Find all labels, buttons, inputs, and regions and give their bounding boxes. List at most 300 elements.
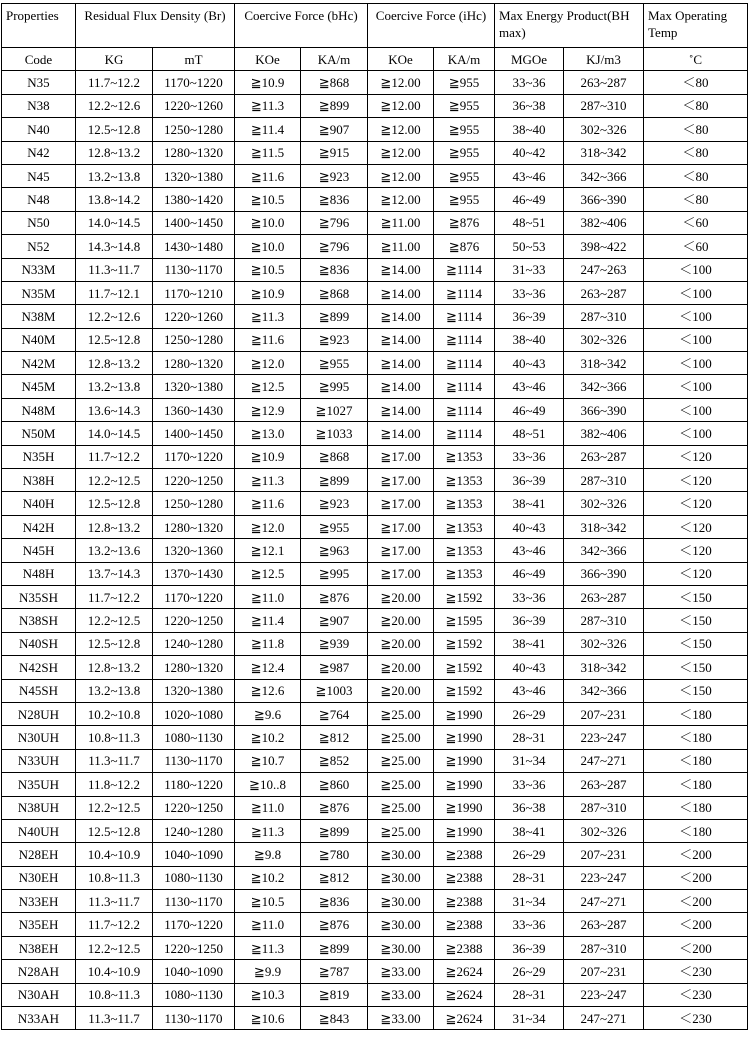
bhc-koe-cell: ≧11.3 [235, 469, 301, 492]
bhmax-kjm3-cell: 287~310 [564, 609, 644, 632]
ihc-kam-cell: ≧1114 [434, 305, 495, 328]
bhmax-mgoe-cell: 46~49 [495, 398, 564, 421]
table-row [2, 960, 748, 983]
bhmax-kjm3-cell: 287~310 [564, 305, 644, 328]
table-row [2, 305, 748, 328]
br-mt-cell: 1220~1250 [153, 936, 235, 959]
ihc-koe-cell: ≧11.00 [368, 235, 434, 258]
max-temp-cell: ＜120 [644, 539, 748, 562]
max-temp-cell: ＜80 [644, 164, 748, 187]
max-temp-cell: ＜200 [644, 866, 748, 889]
bhmax-mgoe-cell: 36~38 [495, 94, 564, 117]
bhc-koe-cell: ≧11.4 [235, 118, 301, 141]
br-mt-cell: 1240~1280 [153, 632, 235, 655]
ihc-kam-cell: ≧2388 [434, 890, 495, 913]
grade-code-cell: N33AH [2, 1007, 76, 1030]
bhc-koe-cell: ≧10.9 [235, 71, 301, 94]
br-kg-cell: 13.8~14.2 [76, 188, 153, 211]
ihc-koe-cell: ≧12.00 [368, 118, 434, 141]
bhc-kam-cell: ≧955 [301, 352, 368, 375]
units-row [2, 48, 748, 71]
table-row [2, 983, 748, 1006]
grade-code-cell: N35H [2, 445, 76, 468]
max-temp-cell: ＜60 [644, 211, 748, 234]
header-max-operating-temp: Max Operating Temp [644, 4, 748, 48]
max-temp-cell: ＜200 [644, 936, 748, 959]
ihc-kam-cell: ≧955 [434, 118, 495, 141]
max-temp-cell: ＜120 [644, 469, 748, 492]
br-mt-cell: 1180~1220 [153, 773, 235, 796]
bhmax-mgoe-cell: 31~33 [495, 258, 564, 281]
ihc-koe-cell: ≧20.00 [368, 632, 434, 655]
br-mt-cell: 1170~1220 [153, 445, 235, 468]
br-kg-cell: 10.8~11.3 [76, 866, 153, 889]
unit-cell: ˚C [644, 48, 748, 71]
table-row [2, 843, 748, 866]
bhmax-mgoe-cell: 36~39 [495, 469, 564, 492]
max-temp-cell: ＜150 [644, 585, 748, 608]
ihc-koe-cell: ≧14.00 [368, 422, 434, 445]
bhc-koe-cell: ≧10.6 [235, 1007, 301, 1030]
max-temp-cell: ＜100 [644, 422, 748, 445]
grade-code-cell: N33UH [2, 749, 76, 772]
grade-code-cell: N45H [2, 539, 76, 562]
max-temp-cell: ＜180 [644, 749, 748, 772]
br-mt-cell: 1280~1320 [153, 352, 235, 375]
unit-cell: KOe [368, 48, 434, 71]
br-kg-cell: 11.7~12.2 [76, 585, 153, 608]
bhc-koe-cell: ≧10.2 [235, 726, 301, 749]
table-row [2, 749, 748, 772]
bhmax-kjm3-cell: 302~326 [564, 492, 644, 515]
max-temp-cell: ＜180 [644, 819, 748, 842]
ihc-koe-cell: ≧30.00 [368, 913, 434, 936]
max-temp-cell: ＜230 [644, 960, 748, 983]
max-temp-cell: ＜180 [644, 726, 748, 749]
bhc-koe-cell: ≧10.7 [235, 749, 301, 772]
table-row [2, 1007, 748, 1030]
ihc-koe-cell: ≧14.00 [368, 258, 434, 281]
bhc-kam-cell: ≧876 [301, 913, 368, 936]
bhc-kam-cell: ≧876 [301, 585, 368, 608]
bhc-kam-cell: ≧868 [301, 71, 368, 94]
bhc-koe-cell: ≧10.5 [235, 890, 301, 913]
bhmax-kjm3-cell: 318~342 [564, 141, 644, 164]
br-mt-cell: 1320~1380 [153, 375, 235, 398]
bhmax-kjm3-cell: 263~287 [564, 445, 644, 468]
grade-code-cell: N28AH [2, 960, 76, 983]
bhmax-mgoe-cell: 33~36 [495, 913, 564, 936]
ihc-kam-cell: ≧955 [434, 71, 495, 94]
bhmax-kjm3-cell: 366~390 [564, 562, 644, 585]
ihc-kam-cell: ≧1990 [434, 726, 495, 749]
ihc-koe-cell: ≧14.00 [368, 328, 434, 351]
bhc-kam-cell: ≧1003 [301, 679, 368, 702]
ihc-kam-cell: ≧1592 [434, 679, 495, 702]
bhmax-mgoe-cell: 50~53 [495, 235, 564, 258]
bhc-koe-cell: ≧12.0 [235, 515, 301, 538]
grade-code-cell: N30EH [2, 866, 76, 889]
ihc-kam-cell: ≧1114 [434, 258, 495, 281]
br-kg-cell: 12.5~12.8 [76, 492, 153, 515]
ihc-koe-cell: ≧14.00 [368, 352, 434, 375]
grade-code-cell: N38M [2, 305, 76, 328]
br-mt-cell: 1250~1280 [153, 492, 235, 515]
bhmax-kjm3-cell: 247~263 [564, 258, 644, 281]
grade-code-cell: N45M [2, 375, 76, 398]
br-mt-cell: 1080~1130 [153, 726, 235, 749]
bhmax-kjm3-cell: 207~231 [564, 843, 644, 866]
bhmax-kjm3-cell: 287~310 [564, 796, 644, 819]
table-row [2, 258, 748, 281]
unit-cell: mT [153, 48, 235, 71]
ihc-kam-cell: ≧1353 [434, 562, 495, 585]
bhmax-mgoe-cell: 31~34 [495, 1007, 564, 1030]
br-kg-cell: 10.4~10.9 [76, 843, 153, 866]
bhc-kam-cell: ≧899 [301, 94, 368, 117]
grade-code-cell: N35EH [2, 913, 76, 936]
ihc-kam-cell: ≧955 [434, 141, 495, 164]
br-mt-cell: 1280~1320 [153, 515, 235, 538]
bhmax-mgoe-cell: 48~51 [495, 211, 564, 234]
unit-cell: KJ/m3 [564, 48, 644, 71]
bhmax-kjm3-cell: 263~287 [564, 281, 644, 304]
table-row [2, 469, 748, 492]
br-kg-cell: 12.5~12.8 [76, 118, 153, 141]
bhc-kam-cell: ≧899 [301, 305, 368, 328]
br-kg-cell: 12.2~12.5 [76, 609, 153, 632]
max-temp-cell: ＜180 [644, 773, 748, 796]
bhmax-mgoe-cell: 36~39 [495, 936, 564, 959]
br-mt-cell: 1130~1170 [153, 749, 235, 772]
bhmax-mgoe-cell: 33~36 [495, 445, 564, 468]
bhc-koe-cell: ≧11.5 [235, 141, 301, 164]
ihc-kam-cell: ≧2624 [434, 983, 495, 1006]
ihc-koe-cell: ≧11.00 [368, 211, 434, 234]
ihc-koe-cell: ≧17.00 [368, 469, 434, 492]
ihc-koe-cell: ≧17.00 [368, 492, 434, 515]
ihc-kam-cell: ≧1592 [434, 632, 495, 655]
br-kg-cell: 13.2~13.8 [76, 679, 153, 702]
bhmax-kjm3-cell: 398~422 [564, 235, 644, 258]
bhc-kam-cell: ≧907 [301, 609, 368, 632]
ihc-kam-cell: ≧1592 [434, 656, 495, 679]
unit-cell: KOe [235, 48, 301, 71]
br-kg-cell: 12.8~13.2 [76, 656, 153, 679]
ihc-koe-cell: ≧17.00 [368, 539, 434, 562]
ihc-koe-cell: ≧12.00 [368, 94, 434, 117]
ihc-koe-cell: ≧25.00 [368, 702, 434, 725]
ihc-kam-cell: ≧1353 [434, 539, 495, 562]
max-temp-cell: ＜120 [644, 562, 748, 585]
bhmax-kjm3-cell: 223~247 [564, 726, 644, 749]
ihc-kam-cell: ≧876 [434, 211, 495, 234]
br-mt-cell: 1130~1170 [153, 258, 235, 281]
bhmax-kjm3-cell: 223~247 [564, 983, 644, 1006]
table-row [2, 422, 748, 445]
bhmax-kjm3-cell: 207~231 [564, 960, 644, 983]
ihc-kam-cell: ≧955 [434, 188, 495, 211]
ihc-kam-cell: ≧2388 [434, 866, 495, 889]
ihc-kam-cell: ≧1990 [434, 796, 495, 819]
bhc-koe-cell: ≧11.3 [235, 94, 301, 117]
bhc-kam-cell: ≧963 [301, 539, 368, 562]
br-kg-cell: 11.7~12.1 [76, 281, 153, 304]
br-kg-cell: 12.2~12.6 [76, 94, 153, 117]
br-mt-cell: 1400~1450 [153, 422, 235, 445]
max-temp-cell: ＜80 [644, 71, 748, 94]
table-row [2, 328, 748, 351]
br-mt-cell: 1400~1450 [153, 211, 235, 234]
br-kg-cell: 10.8~11.3 [76, 983, 153, 1006]
br-kg-cell: 11.7~12.2 [76, 71, 153, 94]
ihc-kam-cell: ≧1114 [434, 422, 495, 445]
br-kg-cell: 11.7~12.2 [76, 913, 153, 936]
grade-code-cell: N52 [2, 235, 76, 258]
bhc-koe-cell: ≧12.9 [235, 398, 301, 421]
max-temp-cell: ＜100 [644, 258, 748, 281]
header-row [2, 4, 748, 48]
ihc-kam-cell: ≧1114 [434, 328, 495, 351]
bhmax-mgoe-cell: 43~46 [495, 679, 564, 702]
ihc-kam-cell: ≧1592 [434, 585, 495, 608]
bhmax-mgoe-cell: 33~36 [495, 281, 564, 304]
bhmax-mgoe-cell: 31~34 [495, 749, 564, 772]
ihc-koe-cell: ≧33.00 [368, 983, 434, 1006]
table-row [2, 118, 748, 141]
br-kg-cell: 10.2~10.8 [76, 702, 153, 725]
br-mt-cell: 1250~1280 [153, 328, 235, 351]
bhmax-mgoe-cell: 33~36 [495, 585, 564, 608]
bhc-koe-cell: ≧11.3 [235, 305, 301, 328]
bhmax-mgoe-cell: 28~31 [495, 726, 564, 749]
max-temp-cell: ＜180 [644, 702, 748, 725]
bhmax-kjm3-cell: 382~406 [564, 211, 644, 234]
ihc-koe-cell: ≧30.00 [368, 843, 434, 866]
bhmax-mgoe-cell: 46~49 [495, 188, 564, 211]
bhmax-kjm3-cell: 318~342 [564, 515, 644, 538]
table-row [2, 773, 748, 796]
br-mt-cell: 1250~1280 [153, 118, 235, 141]
grade-code-cell: N40UH [2, 819, 76, 842]
br-kg-cell: 11.8~12.2 [76, 773, 153, 796]
bhc-kam-cell: ≧995 [301, 562, 368, 585]
bhc-koe-cell: ≧11.6 [235, 164, 301, 187]
table-row [2, 211, 748, 234]
table-row [2, 71, 748, 94]
bhc-koe-cell: ≧10..8 [235, 773, 301, 796]
grade-code-cell: N42 [2, 141, 76, 164]
ihc-kam-cell: ≧876 [434, 235, 495, 258]
ihc-kam-cell: ≧1595 [434, 609, 495, 632]
ihc-kam-cell: ≧1990 [434, 749, 495, 772]
table-row [2, 164, 748, 187]
bhmax-kjm3-cell: 302~326 [564, 632, 644, 655]
bhmax-mgoe-cell: 40~42 [495, 141, 564, 164]
table-row [2, 492, 748, 515]
table-row [2, 235, 748, 258]
bhmax-mgoe-cell: 38~40 [495, 118, 564, 141]
bhc-kam-cell: ≧836 [301, 890, 368, 913]
bhmax-kjm3-cell: 247~271 [564, 749, 644, 772]
bhc-kam-cell: ≧939 [301, 632, 368, 655]
grade-code-cell: N50 [2, 211, 76, 234]
ihc-koe-cell: ≧30.00 [368, 866, 434, 889]
bhmax-kjm3-cell: 302~326 [564, 819, 644, 842]
table-row [2, 796, 748, 819]
table-row [2, 94, 748, 117]
br-mt-cell: 1130~1170 [153, 890, 235, 913]
ihc-kam-cell: ≧1353 [434, 492, 495, 515]
bhmax-mgoe-cell: 46~49 [495, 562, 564, 585]
bhc-koe-cell: ≧12.0 [235, 352, 301, 375]
ihc-kam-cell: ≧1990 [434, 702, 495, 725]
max-temp-cell: ＜100 [644, 375, 748, 398]
grade-code-cell: N30UH [2, 726, 76, 749]
ihc-koe-cell: ≧14.00 [368, 305, 434, 328]
br-kg-cell: 12.8~13.2 [76, 352, 153, 375]
grade-code-cell: N35M [2, 281, 76, 304]
bhmax-mgoe-cell: 38~41 [495, 819, 564, 842]
ihc-koe-cell: ≧20.00 [368, 656, 434, 679]
bhc-koe-cell: ≧11.8 [235, 632, 301, 655]
max-temp-cell: ＜100 [644, 281, 748, 304]
grade-code-cell: N40H [2, 492, 76, 515]
max-temp-cell: ＜200 [644, 843, 748, 866]
br-mt-cell: 1170~1220 [153, 913, 235, 936]
bhc-kam-cell: ≧843 [301, 1007, 368, 1030]
bhmax-mgoe-cell: 33~36 [495, 71, 564, 94]
max-temp-cell: ＜100 [644, 305, 748, 328]
table-row [2, 890, 748, 913]
grade-code-cell: N33EH [2, 890, 76, 913]
bhmax-kjm3-cell: 223~247 [564, 866, 644, 889]
bhmax-kjm3-cell: 302~326 [564, 118, 644, 141]
ihc-kam-cell: ≧1114 [434, 281, 495, 304]
max-temp-cell: ＜120 [644, 445, 748, 468]
table-row [2, 679, 748, 702]
bhmax-mgoe-cell: 26~29 [495, 702, 564, 725]
bhc-koe-cell: ≧11.0 [235, 585, 301, 608]
br-mt-cell: 1220~1250 [153, 469, 235, 492]
grade-code-cell: N35 [2, 71, 76, 94]
bhmax-mgoe-cell: 38~41 [495, 492, 564, 515]
table-row [2, 398, 748, 421]
max-temp-cell: ＜150 [644, 632, 748, 655]
table-row [2, 609, 748, 632]
header-properties: Properties [2, 4, 76, 48]
bhc-koe-cell: ≧12.5 [235, 375, 301, 398]
br-mt-cell: 1360~1430 [153, 398, 235, 421]
br-kg-cell: 12.2~12.5 [76, 936, 153, 959]
bhmax-mgoe-cell: 26~29 [495, 843, 564, 866]
grade-code-cell: N30AH [2, 983, 76, 1006]
br-kg-cell: 14.3~14.8 [76, 235, 153, 258]
ihc-koe-cell: ≧20.00 [368, 609, 434, 632]
bhc-koe-cell: ≧11.6 [235, 492, 301, 515]
bhc-kam-cell: ≧819 [301, 983, 368, 1006]
bhmax-mgoe-cell: 40~43 [495, 515, 564, 538]
bhc-koe-cell: ≧10.0 [235, 211, 301, 234]
bhmax-kjm3-cell: 342~366 [564, 164, 644, 187]
grade-code-cell: N38EH [2, 936, 76, 959]
bhc-kam-cell: ≧899 [301, 469, 368, 492]
bhc-kam-cell: ≧955 [301, 515, 368, 538]
ihc-kam-cell: ≧2388 [434, 936, 495, 959]
bhc-kam-cell: ≧995 [301, 375, 368, 398]
ihc-koe-cell: ≧17.00 [368, 562, 434, 585]
bhmax-mgoe-cell: 43~46 [495, 164, 564, 187]
br-kg-cell: 12.8~13.2 [76, 515, 153, 538]
br-mt-cell: 1080~1130 [153, 866, 235, 889]
br-kg-cell: 13.2~13.8 [76, 375, 153, 398]
grade-code-cell: N35UH [2, 773, 76, 796]
max-temp-cell: ＜60 [644, 235, 748, 258]
table-row [2, 656, 748, 679]
bhc-kam-cell: ≧764 [301, 702, 368, 725]
max-temp-cell: ＜120 [644, 492, 748, 515]
bhc-koe-cell: ≧11.3 [235, 936, 301, 959]
unit-cell: Code [2, 48, 76, 71]
bhmax-kjm3-cell: 342~366 [564, 539, 644, 562]
br-kg-cell: 13.6~14.3 [76, 398, 153, 421]
bhc-koe-cell: ≧10.9 [235, 445, 301, 468]
ihc-kam-cell: ≧1353 [434, 445, 495, 468]
br-mt-cell: 1170~1210 [153, 281, 235, 304]
bhmax-mgoe-cell: 36~38 [495, 796, 564, 819]
br-mt-cell: 1170~1220 [153, 71, 235, 94]
bhc-kam-cell: ≧876 [301, 796, 368, 819]
br-mt-cell: 1430~1480 [153, 235, 235, 258]
bhmax-kjm3-cell: 287~310 [564, 469, 644, 492]
br-mt-cell: 1220~1260 [153, 305, 235, 328]
grade-code-cell: N40M [2, 328, 76, 351]
br-mt-cell: 1370~1430 [153, 562, 235, 585]
br-kg-cell: 10.4~10.9 [76, 960, 153, 983]
header-residual-flux-density: Residual Flux Density (Br) [76, 4, 235, 48]
table-row [2, 819, 748, 842]
bhc-kam-cell: ≧868 [301, 445, 368, 468]
grade-code-cell: N48M [2, 398, 76, 421]
grade-code-cell: N33M [2, 258, 76, 281]
bhc-koe-cell: ≧12.1 [235, 539, 301, 562]
table-body [2, 71, 748, 1030]
bhmax-mgoe-cell: 38~41 [495, 632, 564, 655]
bhc-koe-cell: ≧12.6 [235, 679, 301, 702]
br-mt-cell: 1080~1130 [153, 983, 235, 1006]
ihc-koe-cell: ≧12.00 [368, 188, 434, 211]
grade-code-cell: N42H [2, 515, 76, 538]
unit-cell: MGOe [495, 48, 564, 71]
max-temp-cell: ＜200 [644, 913, 748, 936]
ihc-kam-cell: ≧2388 [434, 843, 495, 866]
bhmax-kjm3-cell: 247~271 [564, 890, 644, 913]
bhmax-kjm3-cell: 318~342 [564, 656, 644, 679]
br-mt-cell: 1130~1170 [153, 1007, 235, 1030]
bhc-kam-cell: ≧987 [301, 656, 368, 679]
ihc-koe-cell: ≧14.00 [368, 281, 434, 304]
grade-code-cell: N40 [2, 118, 76, 141]
ihc-koe-cell: ≧25.00 [368, 749, 434, 772]
bhc-kam-cell: ≧899 [301, 936, 368, 959]
table-row [2, 352, 748, 375]
br-mt-cell: 1020~1080 [153, 702, 235, 725]
header-coercive-force-ihc: Coercive Force (iHc) [368, 4, 495, 48]
br-mt-cell: 1220~1250 [153, 796, 235, 819]
max-temp-cell: ＜180 [644, 796, 748, 819]
table-row [2, 585, 748, 608]
bhmax-mgoe-cell: 43~46 [495, 375, 564, 398]
